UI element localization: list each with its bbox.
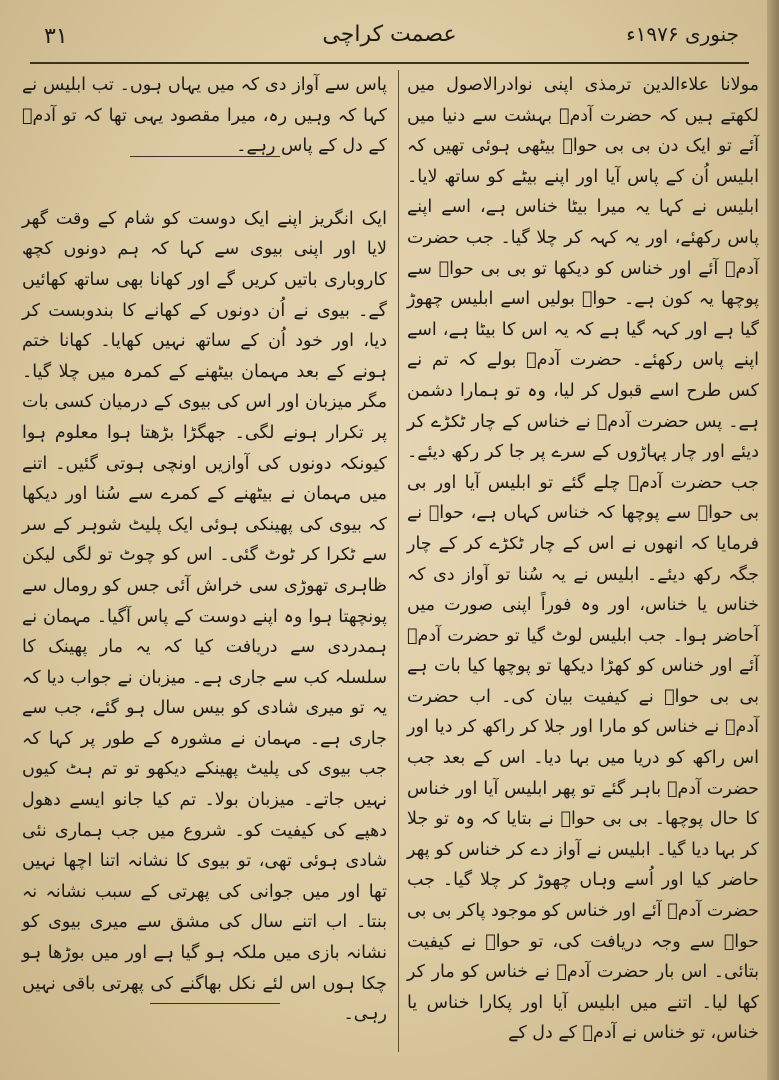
magazine-title: عصمت کراچی <box>322 22 457 47</box>
page-header <box>30 14 749 58</box>
issue-date: جنوری ۱۹۷۶ء <box>626 22 739 46</box>
page-number: ۳۱ <box>44 24 68 49</box>
story-paragraph-khannas: مولانا علاءالدین ترمذی اپنی نوادرالاصول میں لکھتے ہیں کہ حضرت آدمؑ بہشت سے دنیا میں آئے تو ایک دن بی بی حواؑ بیٹھی ہوئی تھیں کہ ابلیس اُن کے پاس آیا اور اپنے بیٹے کو ساتھ لایا۔ ابلیس نے کہا یہ میرا بیٹا خناس ہے، اسے اپنے پاس رکھئے، اور یہ کہہ کر چلا گیا۔ جب حضرت آدمؑ آئے اور خناس کو دیکھا تو بی بی حواؑ سے پوچھا یہ کون ہے۔ حواؑ بولیں اسے ابلیس چھوڑ گیا ہے اور کہہ گیا ہے کہ یہ اس کا بیٹا ہے، اسے اپنے پاس رکھئے۔ حضرت آدمؑ بولے کہ تم نے کس طرح اسے قبول کر لیا، وہ تو ہمارا دشمن ہے۔ پس حضرت آدمؑ نے خناس کے چار ٹکڑے کر دیئے اور چار پہاڑوں کے سرے پر جا کر رکھ دیئے۔ جب حضرت آدمؑ چلے گئے تو ابلیس آیا اور بی بی حواؑ سے پوچھا کہ خناس کہاں ہے، حواؑ نے فرمایا کہ انھوں نے اس کے چار ٹکڑے کر کے چار جگہ رکھ دیئے۔ ابلیس نے یہ سُنا تو آواز دی کہ خناس یا خناس، اور وہ فوراً اپنی صورت میں آحاضر ہوا۔ جب ابلیس لوٹ گیا تو حضرت آدمؑ آئے اور خناس کو کھڑا دیکھا تو پوچھا کیا بات ہے بی بی حواؑ نے کیفیت بیان کی۔ اب حضرت آدمؑ نے خناس کو مارا اور جلا کر راکھ کر دیا اور اس راکھ کو دریا میں بہا دیا۔ اس کے بعد جب حضرت آدمؑ باہر گئے تو پھر ابلیس آیا اور خناس کا حال پوچھا۔ بی بی حواؑ نے بتایا کہ وہ تو جلا کر بہا دیا گیا۔ ابلیس نے آواز دے کر خناس کو پھر حاضر کیا اور اُسے وہاں چھوڑ کر چلا گیا۔ جب حضرت آدمؑ آئے اور خناس کو موجود پاکر بی بی حواؑ سے وجہ دریافت کی، تو حواؑ نے کیفیت بتائی۔ اس بار حضرت آدمؑ نے خناس کو مار کر کھا لیا۔ اتنے میں ابلیس آیا اور پکارا خناس یا خناس، تو خناس نے آدمؑ کے دل کے <box>407 75 759 1044</box>
column-divider <box>398 70 399 1052</box>
end-separator <box>150 1003 280 1004</box>
page-spine-shadow <box>767 0 779 1080</box>
section-separator <box>130 156 280 157</box>
right-column <box>407 70 759 1049</box>
header-rule <box>30 62 749 64</box>
left-column <box>22 70 387 1030</box>
story-paragraph-continuation: پاس سے آواز دی کہ میں یہاں ہوں۔ تب ابلیس نے کہا کہ وہیں رہ، میرا مقصود یہی تھا کہ تو آدمؑ کے دل کے پاس رہے۔ <box>22 75 387 157</box>
story-paragraph-englishman: ایک انگریز اپنے ایک دوست کو شام کے وقت گھر لایا اور اپنی بیوی سے کہا کہ ہم دونوں کچھ کاروباری باتیں کریں گے اور کھانا بھی ساتھ کھائیں گے۔ بیوی نے اُن دونوں کے کھانے کا بندوبست کر دیا، اور خود اُن کے ساتھ نہیں کھایا۔ کھانا ختم ہونے کے بعد مہمان بیٹھنے کے کمرہ میں چلا گیا۔ مگر میزبان اور اس کی بیوی کے درمیان کسی بات پر تکرار ہونے لگی۔ جھگڑا بڑھتا ہوا معلوم ہوا کیونکہ دونوں کی آوازیں اونچی ہوتی گئیں۔ اتنے میں مہمان نے بیٹھنے کے کمرے سے سُنا اور دیکھا کہ بیوی کی پھینکی ہوئی ایک پلیٹ شوہر کے سر سے ٹکرا کر ٹوٹ گئی۔ اس کو چوٹ تو لگی لیکن ظاہری تھوڑی سی خراش آئی جس کو رومال سے پونچھتا ہوا وہ اپنے دوست کے پاس آگیا۔ مہمان نے ہمدردی سے دریافت کیا کہ یہ مار پھینک کا سلسلہ کب سے جاری ہے۔ میزبان نے جواب دیا کہ یہ تو میری شادی کو بیس سال ہو گئے، جب سے جاری ہے۔ مہمان نے مشورہ کے طور پر کہا کہ جب بیوی کی پلیٹ پھینکے دیکھو تو تم ہٹ کیوں نہیں جاتے۔ میزبان بولا۔ تم کیا جانو ایسے دھول دھپے کی کیفیت کو۔ شروع میں جب ہماری نئی شادی ہوئی تھی، تو بیوی کا نشانہ اتنا اچھا نہیں تھا اور میں جوانی کی پھرتی کے سبب نشانہ نہ بنتا۔ اب اتنے سال کی مشق سے میری بیوی کو نشانہ بازی میں ملکہ ہو گیا ہے اور میں بوڑھا ہو چکا ہوں اس لئے نکل بھاگنے کی پھرتی باقی نہیں رہی۔ <box>22 208 387 1025</box>
